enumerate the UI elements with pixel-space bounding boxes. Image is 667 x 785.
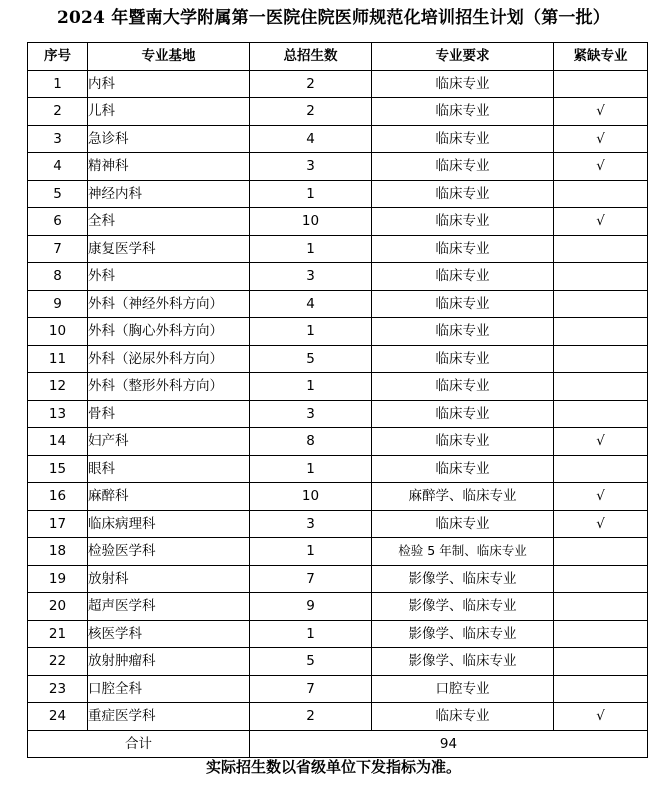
enrollment-plan-table (27, 42, 648, 758)
table-header-row (28, 43, 648, 71)
row-base: 口腔全科 (88, 675, 250, 703)
row-requirement: 临床专业 (372, 98, 554, 126)
row-base: 核医学科 (88, 620, 250, 648)
row-shortage (554, 648, 648, 676)
row-number: 24 (28, 703, 88, 731)
table-row (28, 400, 648, 428)
row-count: 1 (250, 180, 372, 208)
row-number: 21 (28, 620, 88, 648)
row-shortage (554, 318, 648, 346)
row-shortage (554, 455, 648, 483)
row-requirement: 临床专业 (372, 400, 554, 428)
row-count: 3 (250, 263, 372, 291)
row-base: 检验医学科 (88, 538, 250, 566)
row-shortage (554, 538, 648, 566)
table-row (28, 345, 648, 373)
row-count: 7 (250, 565, 372, 593)
table-row (28, 98, 648, 126)
row-number: 3 (28, 125, 88, 153)
row-base: 全科 (88, 208, 250, 236)
table-row (28, 648, 648, 676)
row-requirement: 临床专业 (372, 290, 554, 318)
row-count: 1 (250, 620, 372, 648)
footer-note: 实际招生数以省级单位下发指标为准。 (205, 758, 461, 776)
document-title: 2024 年暨南大学附属第一医院住院医师规范化培训招生计划（第一批） (56, 8, 611, 28)
row-requirement: 麻醉学、临床专业 (372, 483, 554, 511)
row-base: 儿科 (88, 98, 250, 126)
row-count: 10 (250, 208, 372, 236)
row-base: 内科 (88, 70, 250, 98)
row-count: 10 (250, 483, 372, 511)
row-count: 8 (250, 428, 372, 456)
row-shortage (554, 345, 648, 373)
row-base: 外科（整形外科方向） (88, 373, 250, 401)
row-shortage: √ (554, 483, 648, 511)
row-shortage (554, 290, 648, 318)
row-requirement: 临床专业 (372, 703, 554, 731)
table-row (28, 318, 648, 346)
table-row (28, 263, 648, 291)
header-shortage: 紧缺专业 (554, 43, 648, 71)
row-count: 4 (250, 125, 372, 153)
row-number: 4 (28, 153, 88, 181)
row-number: 13 (28, 400, 88, 428)
row-number: 19 (28, 565, 88, 593)
row-shortage (554, 263, 648, 291)
row-requirement: 临床专业 (372, 208, 554, 236)
table-row (28, 510, 648, 538)
row-shortage: √ (554, 428, 648, 456)
row-base: 外科（泌尿外科方向） (88, 345, 250, 373)
row-shortage: √ (554, 208, 648, 236)
row-number: 15 (28, 455, 88, 483)
row-count: 9 (250, 593, 372, 621)
row-requirement: 影像学、临床专业 (372, 565, 554, 593)
row-requirement: 检验 5 年制、临床专业 (372, 538, 554, 566)
row-requirement: 临床专业 (372, 510, 554, 538)
row-shortage: √ (554, 125, 648, 153)
row-requirement: 临床专业 (372, 428, 554, 456)
header-base: 专业基地 (88, 43, 250, 71)
row-base: 神经内科 (88, 180, 250, 208)
row-count: 1 (250, 538, 372, 566)
row-base: 外科 (88, 263, 250, 291)
row-base: 眼科 (88, 455, 250, 483)
row-count: 4 (250, 290, 372, 318)
row-count: 2 (250, 703, 372, 731)
table-row (28, 125, 648, 153)
row-requirement: 临床专业 (372, 263, 554, 291)
table-row (28, 675, 648, 703)
row-number: 2 (28, 98, 88, 126)
row-number: 18 (28, 538, 88, 566)
row-shortage (554, 70, 648, 98)
row-number: 14 (28, 428, 88, 456)
row-requirement: 临床专业 (372, 153, 554, 181)
table-row (28, 455, 648, 483)
header-count: 总招生数 (250, 43, 372, 71)
row-count: 2 (250, 98, 372, 126)
table-row (28, 235, 648, 263)
row-number: 6 (28, 208, 88, 236)
row-count: 3 (250, 510, 372, 538)
row-number: 11 (28, 345, 88, 373)
row-number: 8 (28, 263, 88, 291)
row-requirement: 临床专业 (372, 345, 554, 373)
row-base: 康复医学科 (88, 235, 250, 263)
table-row (28, 483, 648, 511)
table-row (28, 593, 648, 621)
row-shortage (554, 675, 648, 703)
table-row (28, 208, 648, 236)
row-base: 外科（胸心外科方向） (88, 318, 250, 346)
row-requirement: 影像学、临床专业 (372, 593, 554, 621)
row-count: 1 (250, 318, 372, 346)
row-count: 3 (250, 400, 372, 428)
table-row (28, 373, 648, 401)
header-no: 序号 (28, 43, 88, 71)
table-row (28, 290, 648, 318)
row-number: 5 (28, 180, 88, 208)
row-base: 麻醉科 (88, 483, 250, 511)
row-base: 放射肿瘤科 (88, 648, 250, 676)
table-row (28, 538, 648, 566)
row-number: 9 (28, 290, 88, 318)
row-count: 1 (250, 373, 372, 401)
table-row (28, 565, 648, 593)
table-body (28, 70, 648, 730)
row-shortage: √ (554, 703, 648, 731)
total-label: 合计 (28, 730, 250, 758)
table-row (28, 180, 648, 208)
row-shortage (554, 620, 648, 648)
row-requirement: 临床专业 (372, 125, 554, 153)
row-base: 精神科 (88, 153, 250, 181)
row-number: 22 (28, 648, 88, 676)
row-shortage: √ (554, 153, 648, 181)
table-row (28, 703, 648, 731)
table-row (28, 428, 648, 456)
row-count: 3 (250, 153, 372, 181)
row-number: 1 (28, 70, 88, 98)
row-requirement: 影像学、临床专业 (372, 648, 554, 676)
row-shortage: √ (554, 98, 648, 126)
row-shortage (554, 373, 648, 401)
row-base: 放射科 (88, 565, 250, 593)
row-requirement: 口腔专业 (372, 675, 554, 703)
row-number: 20 (28, 593, 88, 621)
row-count: 5 (250, 648, 372, 676)
row-shortage (554, 400, 648, 428)
row-base: 超声医学科 (88, 593, 250, 621)
row-shortage (554, 593, 648, 621)
row-shortage: √ (554, 510, 648, 538)
row-base: 外科（神经外科方向） (88, 290, 250, 318)
row-number: 10 (28, 318, 88, 346)
row-count: 7 (250, 675, 372, 703)
row-count: 2 (250, 70, 372, 98)
header-requirement: 专业要求 (372, 43, 554, 71)
table-row (28, 153, 648, 181)
row-requirement: 影像学、临床专业 (372, 620, 554, 648)
row-base: 临床病理科 (88, 510, 250, 538)
row-base: 重症医学科 (88, 703, 250, 731)
row-requirement: 临床专业 (372, 373, 554, 401)
row-base: 急诊科 (88, 125, 250, 153)
row-number: 16 (28, 483, 88, 511)
row-shortage (554, 565, 648, 593)
total-row (28, 730, 648, 758)
total-value: 94 (250, 730, 648, 758)
row-shortage (554, 180, 648, 208)
row-requirement: 临床专业 (372, 180, 554, 208)
row-requirement: 临床专业 (372, 70, 554, 98)
row-count: 1 (250, 455, 372, 483)
table-row (28, 70, 648, 98)
table-row (28, 620, 648, 648)
row-shortage (554, 235, 648, 263)
row-base: 妇产科 (88, 428, 250, 456)
row-number: 23 (28, 675, 88, 703)
row-count: 5 (250, 345, 372, 373)
row-count: 1 (250, 235, 372, 263)
row-requirement: 临床专业 (372, 455, 554, 483)
row-requirement: 临床专业 (372, 318, 554, 346)
row-requirement: 临床专业 (372, 235, 554, 263)
row-base: 骨科 (88, 400, 250, 428)
row-number: 17 (28, 510, 88, 538)
row-number: 12 (28, 373, 88, 401)
row-number: 7 (28, 235, 88, 263)
